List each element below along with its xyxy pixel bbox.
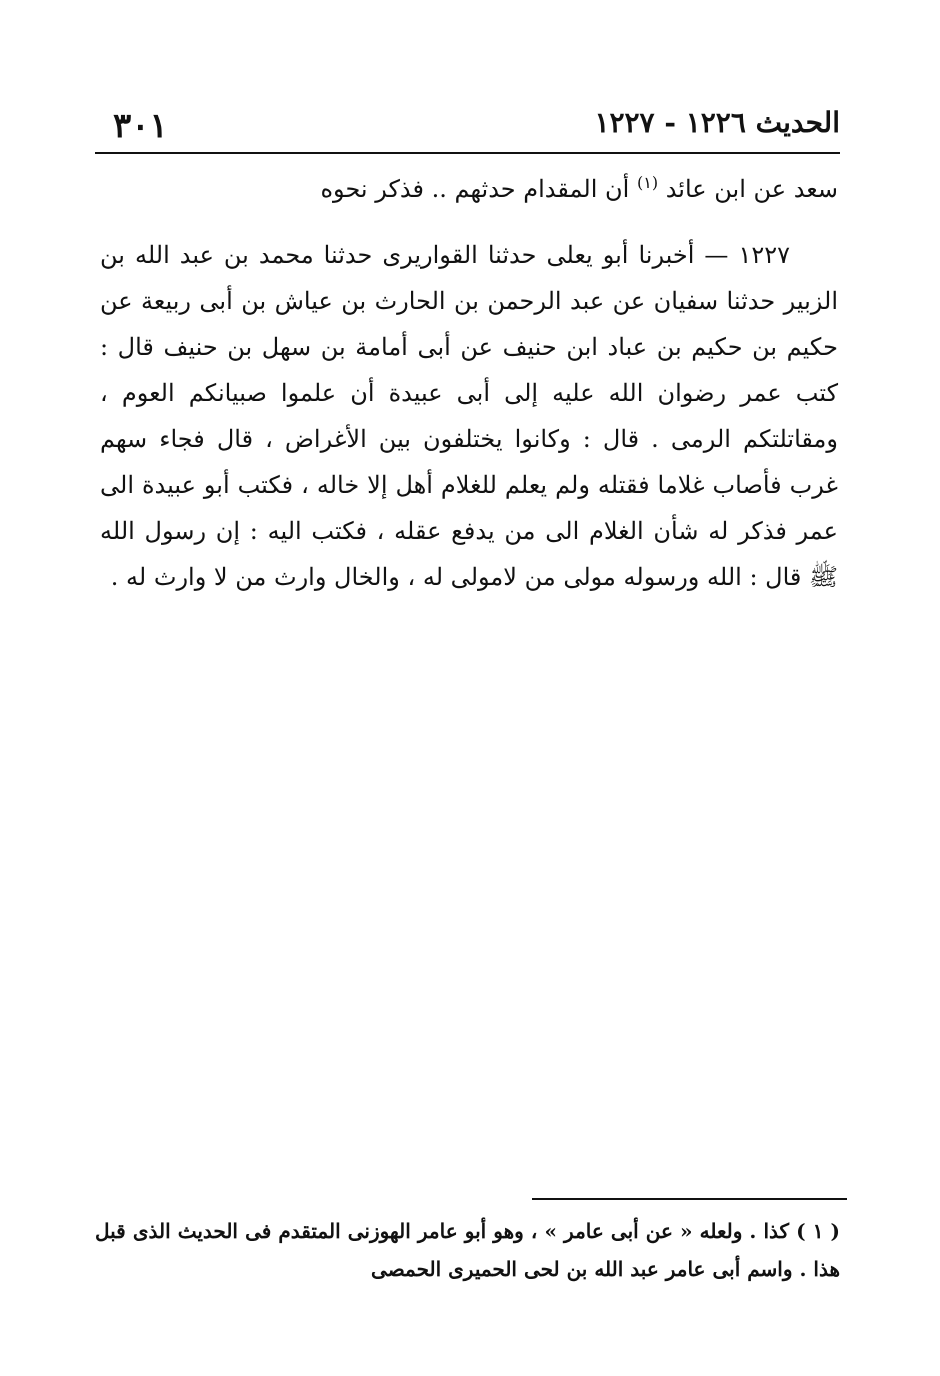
main-text [100, 160, 838, 600]
continuation-text-before-note: سعد عن ابن عائد [665, 175, 838, 203]
header-rule [95, 152, 840, 154]
page-number: ٣٠١ [113, 106, 168, 146]
footnote-1: ( ١ ) كذا . ولعله « عن أبى عامر » ، وهو أبو عامر الهوزنى المتقدم فى الحديث الذى قبل هذا . واسم أبى عامر عبد الله بن لحى الحميرى الحمصى [95, 1219, 840, 1281]
continuation-paragraph [100, 160, 838, 212]
running-head: الحديث ١٢٢٦ - ١٢٢٧ [594, 106, 840, 139]
continuation-text-after-note: أن المقدام حدثهم .. فذكر نحوه [320, 175, 630, 203]
page-header [95, 100, 840, 152]
footnote-marker: (١) [636, 173, 659, 192]
footnotes [95, 1212, 840, 1288]
footnote-rule [532, 1198, 847, 1200]
hadith-1227-paragraph: ١٢٢٧ — أخبرنا أبو يعلى حدثنا القواريرى حدثنا محمد بن عبد الله بن الزبير حدثنا سفيان عن عبد الرحمن بن الحارث بن عياش بن أبى ربيعة عن حكيم بن حكيم بن عباد ابن حنيف عن أبى أمامة بن سهل بن حنيف قال : كتب عمر رضوان الله عليه إلى أبى عبيدة أن علموا صبيانكم العوم ، ومقاتلتكم الرمى . قال : وكانوا يختلفون بين الأغراض ، قال فجاء سهم غرب فأصاب غلاما فقتله ولم يعلم للغلام أهل إلا خاله ، فكتب أبو عبيدة الى عمر فذكر له شأن الغلام الى من يدفع عقله ، فكتب اليه : إن رسول الله ﷺ قال : الله ورسوله مولى من لامولى له ، والخال وارث من لا وارث له . [100, 241, 838, 591]
